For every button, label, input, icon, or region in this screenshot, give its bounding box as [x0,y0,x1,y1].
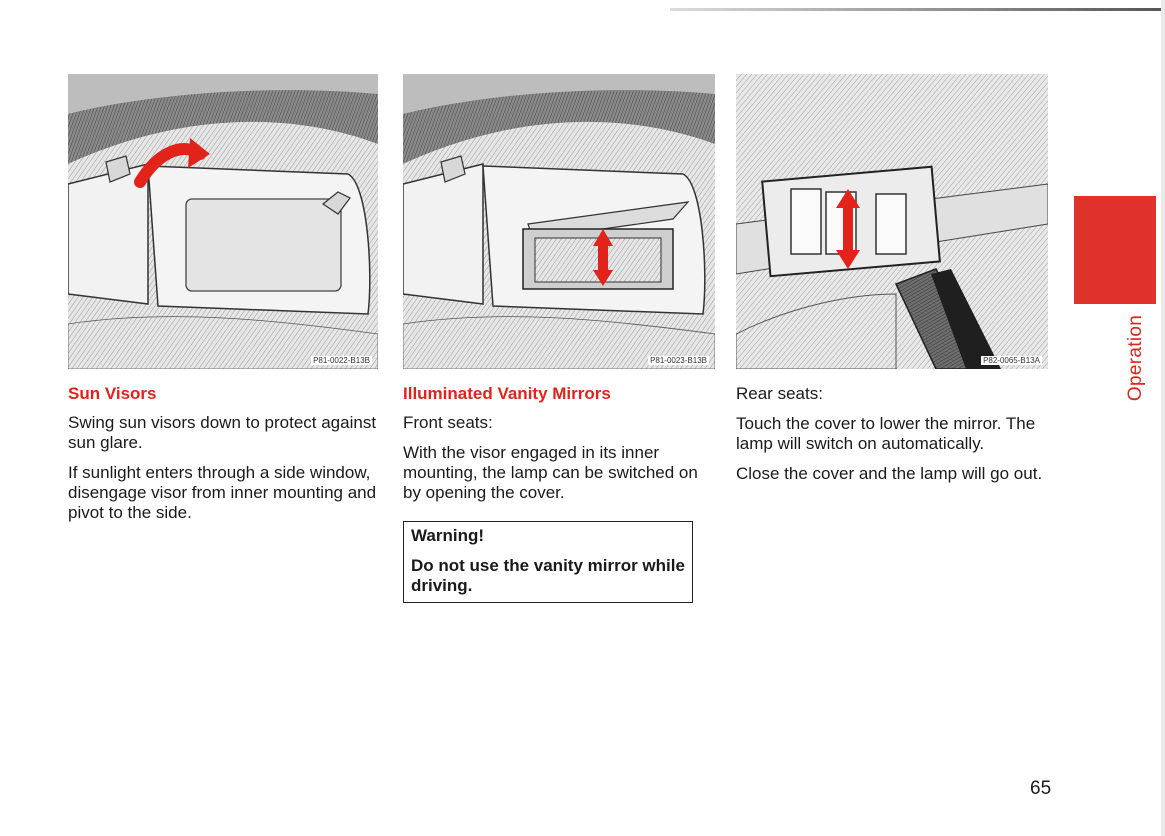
page-number: 65 [1030,778,1052,799]
section-heading-vanity-mirrors: Illuminated Vanity Mirrors [403,384,611,403]
rear-seats-label: Rear seats: [736,384,823,403]
side-section-text: Operation [1125,314,1146,402]
figure-vanity-mirror-front [403,74,715,369]
section-heading-sun-visors: Sun Visors [68,384,157,403]
paragraph: If sunlight enters through a side window, disengage visor from inner mounting and pivot to the side. [68,463,377,522]
page-edge [1161,0,1165,836]
top-rule [670,8,1165,11]
column-rear-seats [736,384,1048,494]
warning-box [403,521,693,603]
figure-code: P81-0023-B13B [650,356,707,365]
paragraph: Touch the cover to lower the mirror. The lamp will switch on automatically. [736,414,1036,453]
section-tab-marker [1074,196,1156,304]
column-vanity-mirrors [403,384,715,603]
paragraph: Close the cover and the lamp will go out. [736,464,1043,483]
side-section-label [1126,308,1146,408]
figure-code: P81-0022-B13B [313,356,370,365]
warning-title: Warning! [411,526,485,545]
figure-sun-visor [68,74,378,369]
front-seats-label: Front seats: [403,413,493,432]
column-sun-visors [68,384,383,533]
figure-vanity-mirror-rear [736,74,1048,369]
paragraph: Swing sun visors down to protect against sun glare. [68,413,377,452]
warning-text: Do not use the vanity mirror while driving. [411,556,685,595]
figure-code: P82-0065-B13A [983,356,1040,365]
paragraph: With the visor engaged in its inner mounting, the lamp can be switched on by opening the cover. [403,443,698,502]
